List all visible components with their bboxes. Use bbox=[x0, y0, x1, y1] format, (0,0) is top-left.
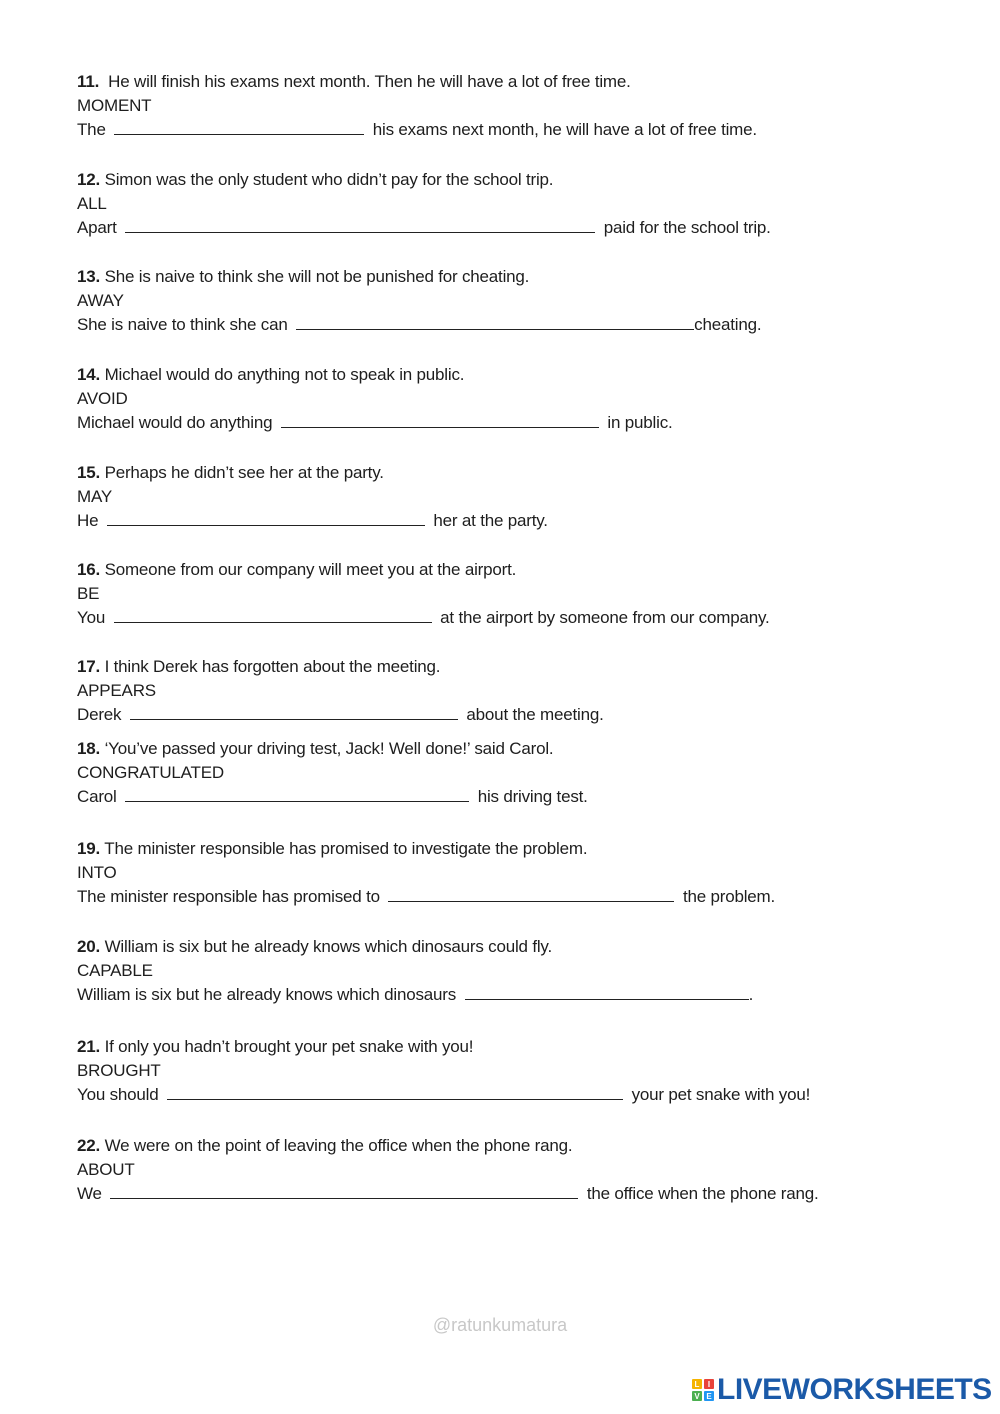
answer-blank[interactable] bbox=[114, 607, 432, 623]
answer-prefix: She is naive to think she can bbox=[77, 315, 288, 334]
answer-suffix: his driving test. bbox=[477, 787, 588, 806]
question-sentence: Michael would do anything not to speak in public. bbox=[104, 365, 465, 384]
question-keyword: AVOID bbox=[77, 389, 128, 408]
logo-tile: L bbox=[692, 1379, 702, 1389]
question-12 bbox=[77, 168, 771, 240]
answer-prefix: You should bbox=[77, 1085, 159, 1104]
question-sentence: She is naive to think she will not be punished for cheating. bbox=[104, 267, 530, 286]
question-keyword: MAY bbox=[77, 487, 112, 506]
answer-prefix: You bbox=[77, 608, 106, 627]
answer-prefix: William is six but he already knows which dinosaurs bbox=[77, 985, 457, 1004]
question-sentence: If only you hadn’t brought your pet snake with you! bbox=[104, 1037, 474, 1056]
question-number: 18. bbox=[77, 739, 101, 758]
question-22 bbox=[77, 1134, 819, 1206]
question-sentence: The minister responsible has promised to investigate the problem. bbox=[104, 839, 588, 858]
answer-prefix: The minister responsible has promised to bbox=[77, 887, 380, 906]
answer-suffix: paid for the school trip. bbox=[603, 218, 771, 237]
question-21 bbox=[77, 1035, 810, 1107]
answer-blank[interactable] bbox=[110, 1183, 578, 1199]
question-number: 20. bbox=[77, 937, 101, 956]
question-16 bbox=[77, 558, 770, 630]
question-18 bbox=[77, 737, 588, 809]
question-keyword: MOMENT bbox=[77, 96, 152, 115]
liveworksheets-brand[interactable] bbox=[692, 1372, 992, 1408]
brand-name: LIVEWORKSHEETS bbox=[717, 1373, 992, 1406]
question-sentence: ‘You’ve passed your driving test, Jack! Well done!’ said Carol. bbox=[104, 739, 554, 758]
question-sentence: Perhaps he didn’t see her at the party. bbox=[104, 463, 384, 482]
question-11 bbox=[77, 70, 757, 142]
question-keyword: BE bbox=[77, 584, 100, 603]
answer-suffix: cheating. bbox=[694, 315, 762, 334]
question-number: 21. bbox=[77, 1037, 101, 1056]
question-keyword: CAPABLE bbox=[77, 961, 153, 980]
answer-prefix: We bbox=[77, 1184, 102, 1203]
answer-prefix: Michael would do anything bbox=[77, 413, 273, 432]
question-number: 17. bbox=[77, 657, 101, 676]
question-sentence: He will finish his exams next month. Then he will have a lot of free time. bbox=[108, 72, 631, 91]
question-sentence: We were on the point of leaving the office when the phone rang. bbox=[104, 1136, 573, 1155]
question-13 bbox=[77, 265, 761, 337]
answer-prefix: Apart bbox=[77, 218, 117, 237]
question-keyword: CONGRATULATED bbox=[77, 763, 224, 782]
liveworksheets-logo-icon bbox=[692, 1379, 714, 1401]
question-keyword: INTO bbox=[77, 863, 117, 882]
question-17 bbox=[77, 655, 604, 727]
answer-suffix: her at the party. bbox=[433, 511, 548, 530]
question-15 bbox=[77, 461, 548, 533]
answer-blank[interactable] bbox=[125, 217, 595, 233]
answer-blank[interactable] bbox=[167, 1084, 623, 1100]
answer-prefix: He bbox=[77, 511, 99, 530]
question-keyword: ALL bbox=[77, 194, 107, 213]
question-19 bbox=[77, 837, 775, 909]
question-number: 14. bbox=[77, 365, 101, 384]
answer-suffix: the problem. bbox=[682, 887, 776, 906]
watermark-text: @ratunkumatura bbox=[432, 1315, 568, 1335]
logo-tile: I bbox=[704, 1379, 714, 1389]
answer-suffix: his exams next month, he will have a lot of free time. bbox=[372, 120, 757, 139]
answer-blank[interactable] bbox=[130, 704, 458, 720]
question-number: 11. bbox=[77, 72, 100, 91]
question-number: 15. bbox=[77, 463, 101, 482]
answer-blank[interactable] bbox=[296, 314, 694, 330]
question-14 bbox=[77, 363, 673, 435]
answer-blank[interactable] bbox=[281, 412, 599, 428]
question-20 bbox=[77, 935, 753, 1007]
question-sentence: Simon was the only student who didn’t pay for the school trip. bbox=[104, 170, 554, 189]
question-sentence: I think Derek has forgotten about the meeting. bbox=[104, 657, 441, 676]
answer-suffix: your pet snake with you! bbox=[631, 1085, 811, 1104]
question-number: 13. bbox=[77, 267, 101, 286]
answer-prefix: The bbox=[77, 120, 106, 139]
answer-blank[interactable] bbox=[125, 786, 469, 802]
logo-tile: E bbox=[704, 1391, 714, 1401]
logo-tile: V bbox=[692, 1391, 702, 1401]
question-keyword: BROUGHT bbox=[77, 1061, 161, 1080]
answer-blank[interactable] bbox=[388, 886, 674, 902]
question-keyword: APPEARS bbox=[77, 681, 156, 700]
answer-suffix: . bbox=[748, 985, 754, 1004]
question-number: 22. bbox=[77, 1136, 101, 1155]
question-number: 19. bbox=[77, 839, 101, 858]
question-number: 16. bbox=[77, 560, 101, 579]
answer-suffix: about the meeting. bbox=[466, 705, 604, 724]
question-sentence: Someone from our company will meet you at the airport. bbox=[104, 560, 517, 579]
answer-prefix: Carol bbox=[77, 787, 117, 806]
answer-suffix: at the airport by someone from our company. bbox=[440, 608, 770, 627]
question-sentence: William is six but he already knows which dinosaurs could fly. bbox=[104, 937, 552, 956]
question-number: 12. bbox=[77, 170, 101, 189]
answer-blank[interactable] bbox=[107, 510, 425, 526]
question-keyword: ABOUT bbox=[77, 1160, 135, 1179]
answer-blank[interactable] bbox=[114, 119, 364, 135]
question-keyword: AWAY bbox=[77, 291, 124, 310]
answer-suffix: the office when the phone rang. bbox=[586, 1184, 819, 1203]
answer-prefix: Derek bbox=[77, 705, 122, 724]
answer-blank[interactable] bbox=[465, 984, 749, 1000]
answer-suffix: in public. bbox=[607, 413, 673, 432]
